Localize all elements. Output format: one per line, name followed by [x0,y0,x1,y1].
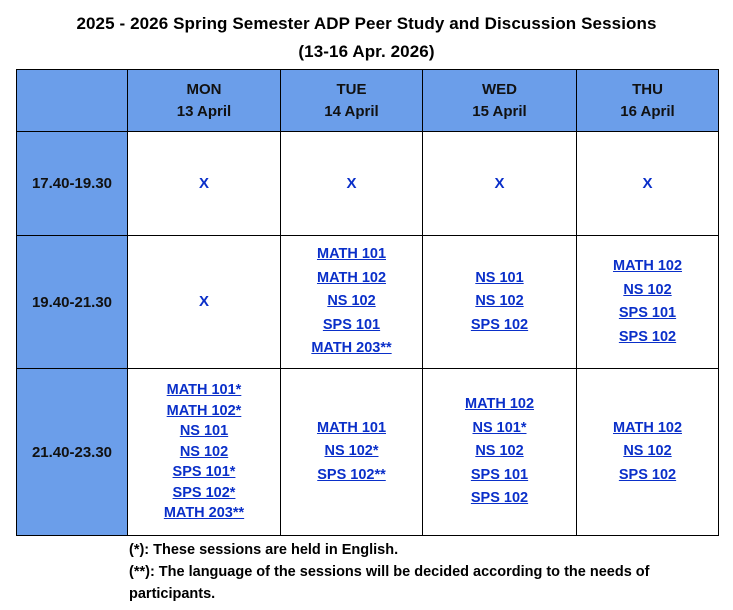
no-session-mark: X [494,174,505,192]
day-header-mon [128,70,281,132]
course-link[interactable]: SPS 102 [470,490,529,507]
day-header-wed [423,70,577,132]
table-row [17,369,719,536]
day-date: 15 April [472,102,527,120]
time-slot-label: 19.40-21.30 [17,236,128,369]
course-link[interactable]: MATH 101 [316,246,387,263]
day-name: TUE [336,80,367,98]
table-row [17,132,719,236]
session-cell [423,132,577,236]
session-cell [128,132,281,236]
course-link[interactable]: SPS 102 [618,466,677,483]
course-link[interactable]: SPS 102* [172,484,236,501]
course-link[interactable]: SPS 101 [322,316,381,333]
session-cell [577,369,719,536]
course-link[interactable]: NS 102 [179,443,229,460]
page-title: 2025 - 2026 Spring Semester ADP Peer Study and Discussion Sessions [76,14,657,33]
course-link[interactable]: SPS 102** [317,466,386,483]
course-link[interactable]: MATH 102 [316,269,387,286]
day-date: 13 April [176,102,232,120]
day-name: MON [186,80,222,98]
session-cell [128,369,281,536]
session-cell [128,236,281,369]
day-header-tue [281,70,423,132]
schedule-table [16,69,719,536]
course-link[interactable]: MATH 102 [612,419,683,436]
time-slot-label: 21.40-23.30 [17,369,128,536]
course-link[interactable]: NS 102 [623,281,672,298]
course-link[interactable]: SPS 101 [470,466,529,483]
course-link[interactable]: MATH 102* [166,402,242,419]
table-row [17,236,719,369]
course-link[interactable]: SPS 101 [618,305,677,321]
no-session-mark: X [346,174,357,192]
session-cell [423,236,577,369]
day-name: WED [482,80,517,98]
session-cell [281,132,423,236]
day-header-thu [577,70,719,132]
session-cell [281,369,423,536]
course-link[interactable]: NS 102 [623,443,672,460]
session-cell [577,132,719,236]
footnotes [129,539,719,605]
day-date: 14 April [324,102,379,120]
session-cell [577,236,719,369]
course-link[interactable]: NS 101* [472,419,527,436]
course-link[interactable]: SPS 101* [172,464,236,481]
day-date: 16 April [620,102,675,120]
no-session-mark: X [642,174,653,192]
course-link[interactable]: SPS 102 [618,328,677,345]
footnote-language-needs: (**): The language of the sessions will be decided according to the needs of participants. [129,564,650,602]
course-link[interactable]: NS 101 [475,269,524,286]
header-row [17,70,719,132]
corner-cell [17,70,128,132]
no-session-mark: X [198,293,209,310]
course-link[interactable]: SPS 102 [470,316,529,333]
time-slot-label: 17.40-19.30 [17,132,128,236]
course-link[interactable]: NS 102* [324,443,379,460]
session-cell [281,236,423,369]
course-link[interactable]: NS 101 [179,423,229,440]
course-link[interactable]: MATH 101 [316,419,387,436]
course-link[interactable]: MATH 102 [464,396,535,413]
course-link[interactable]: MATH 203** [311,340,392,357]
day-name: THU [632,80,663,98]
session-cell [423,369,577,536]
footnote-english: (*): These sessions are held in English. [129,542,399,558]
course-link[interactable]: MATH 102 [612,258,683,274]
no-session-mark: X [198,174,209,192]
page-subtitle-dates: (13-16 Apr. 2026) [298,42,435,61]
course-link[interactable]: NS 102 [475,293,524,310]
course-link[interactable]: MATH 203** [163,505,245,522]
course-link[interactable]: MATH 101* [166,382,242,399]
course-link[interactable]: NS 102 [327,293,376,310]
course-link[interactable]: NS 102 [475,443,524,460]
